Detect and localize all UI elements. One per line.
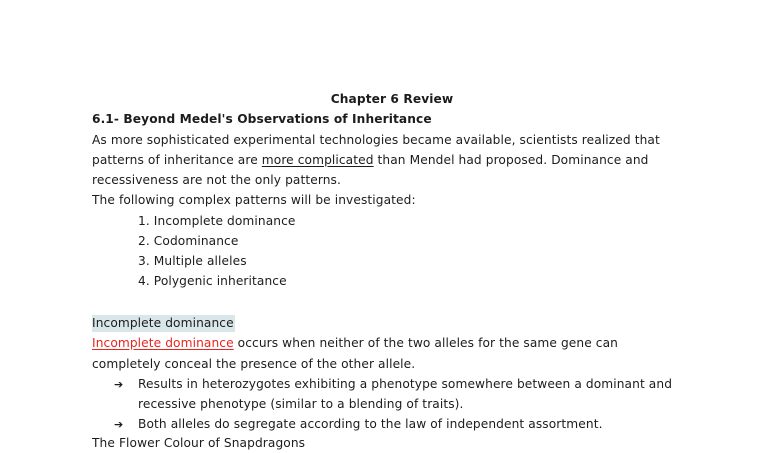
pattern-item-4: 4. Polygenic inheritance [138,274,287,288]
intro-line-3: recessiveness are not the only patterns. [92,173,341,187]
underlined-phrase: more complicated [261,153,374,167]
pattern-item-3: 3. Multiple alleles [138,254,247,268]
intro-line-2-before: patterns of inheritance are [92,153,262,167]
highlighted-heading: Incomplete dominance [92,316,234,330]
bullet-item-2 [114,414,603,434]
intro-line-1: As more sophisticated experimental technologies became available, scientists realized that [92,133,660,147]
arrow-bullet-icon: ➔ [114,378,124,391]
bullet-2-text: Both alleles do segregate according to the law of independent assortment. [138,417,603,431]
definition-line-2: completely conceal the presence of the other allele. [92,357,416,371]
title-text: Chapter 6 Review [330,92,454,106]
bullet-1-text: Results in heterozygotes exhibiting a phenotype somewhere between a dominant and [138,377,673,391]
term-incomplete-dominance: Incomplete dominance [92,336,234,350]
list-intro: The following complex patterns will be investigated: [92,193,416,207]
document-title [0,89,784,109]
intro-line-2-after: than Mendel had proposed. Dominance and [373,153,649,167]
bullet-item-1-continued: recessive phenotype (similar to a blending of traits). [138,397,464,411]
pattern-item-2: 2. Codominance [138,234,239,248]
definition-text: occurs when neither of the two alleles for the same gene can [233,336,618,350]
incomplete-dominance-heading [92,313,235,333]
definition-line-1 [92,333,618,353]
intro-line-2 [92,150,649,170]
next-heading-clipped: The Flower Colour of Snapdragons [92,436,306,450]
pattern-item-1: 1. Incomplete dominance [138,214,296,228]
section-heading: 6.1- Beyond Medel's Observations of Inheritance [92,112,432,126]
arrow-bullet-icon: ➔ [114,418,124,431]
bullet-item-1 [114,374,672,394]
